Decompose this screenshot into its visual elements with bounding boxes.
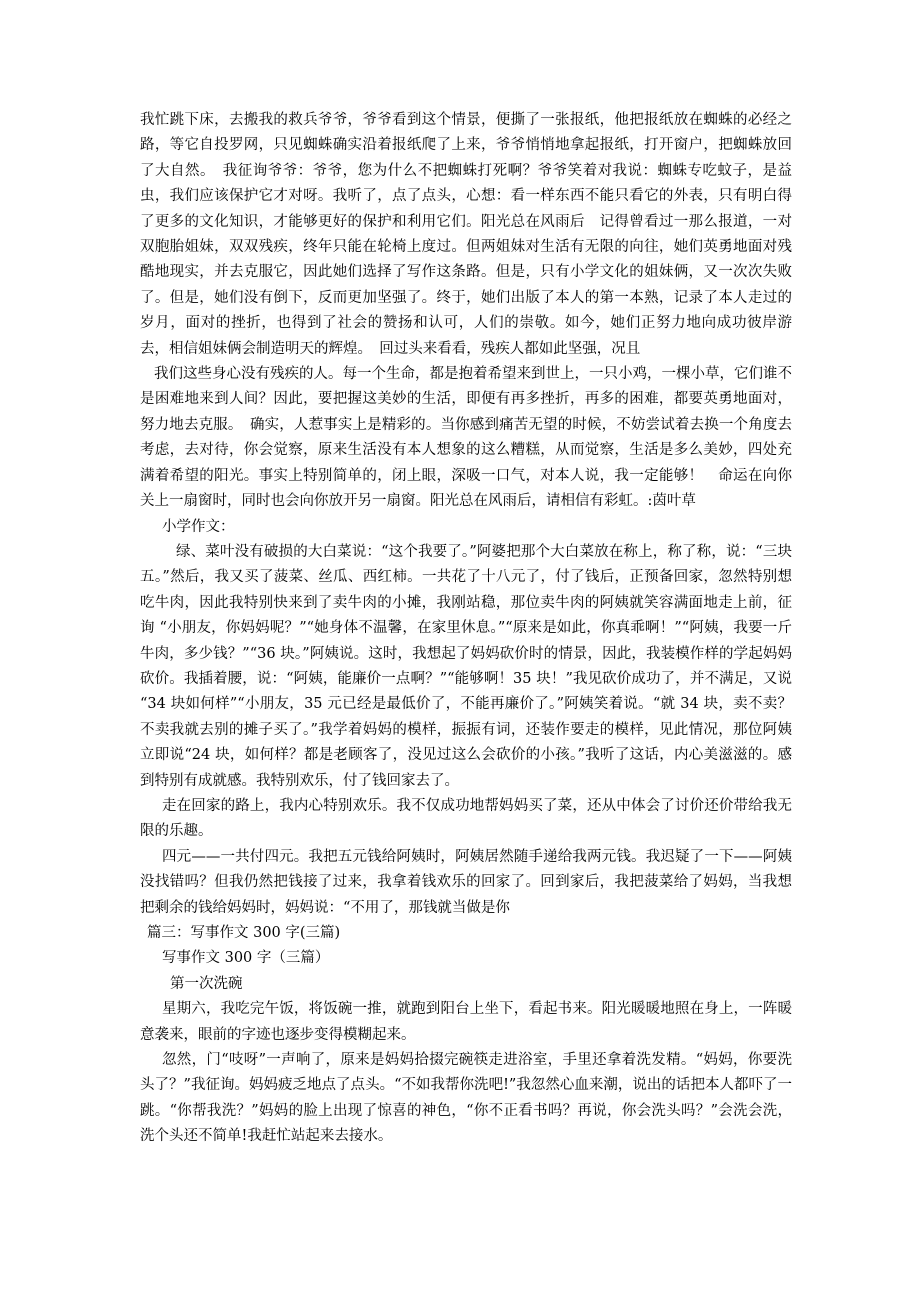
heading-part-three: 篇三：写事作文 300 字(三篇)	[147, 925, 341, 941]
paragraph-saturday: 星期六，我吃完午饭，将饭碗一推，就跑到阳台上坐下，看起书来。阳光暖暖地照在身上，一阵暖意袭来，眼前的字迹也逐步变得模糊起来。	[140, 1001, 792, 1043]
paragraph-spider-and-twins: 我忙跳下床，去搬我的救兵爷爷，爷爷看到这个情景，便撕了一张报纸，他把报纸放在蜘蛛的必经之路，等它自投罗网，只见蜘蛛确实沿着报纸爬了上来，爷爷悄悄地拿起报纸，打开窗户，把蜘蛛放回了大自然。 我征询爷爷：爷爷，您为什么不把蜘蛛打死啊？爷爷笑着对我说：蜘蛛专吃蚊子，是益虫，我们应该保护它才对呀。我听了，点了点头，心想：看一样东西不能只看它的外表，只有明白得了更多的文化知识，才能够更好的保护和利用它们。阳光总在风雨后 记得曾看过一那么报道，一对双胞胎姐妹，双双残疾，终年只能在轮椅上度过。但两姐妹对生活有无限的向往，她们英勇地面对残酷地现实，并去克服它，因此她们选择了写作这条路。但是，只有小学文化的姐妹俩，又一次次失败了。但是，她们没有倒下，反而更加坚强了。终于，她们出版了本人的第一本熟，记录了本人走过的岁月，面对的挫折，也得到了社会的赞扬和认可，人们的崇敬。如今，她们正努力地向成功彼岸游去，相信姐妹俩会制造明天的辉煌。 回过头来看看，残疾人都如此坚强，况且	[140, 112, 792, 357]
label-primary-school-essay: 小学作文：	[162, 518, 235, 535]
heading-essay-title: 写事作文 300 字（三篇）	[162, 950, 330, 967]
document-page	[140, 108, 792, 1150]
paragraph-rainbow: 我们这些身心没有残疾的人。每一个生命，都是抱着希望来到世上，一只小鸡，一棵小草，它们谁不是困难地来到人间？因此，要把握这美妙的生活，即便有再多挫折，再多的困难，都要英勇地面对，努力地去克服。 确实，人惹事实上是精彩的。当你感到痛苦无望的时候，不妨尝试着去换一个角度去考虑，去对待，你会觉察，原来生活没有本人想象的这么糟糕，从而觉察，生活是多么美妙，四处充满着希望的阳光。事实上特别简单的，闭上眼，深吸一口气，对本人说，我一定能够！ 命运在向你关上一扇窗时，同时也会向你放开另一扇窗。阳光总在风雨后，请相信有彩虹。:茵叶草	[140, 366, 792, 510]
paragraph-four-yuan: 四元——一共付四元。我把五元钱给阿姨时，阿姨居然随手递给我两元钱。我迟疑了一下——阿姨没找错吗？但我仍然把钱接了过来，我拿着钱欢乐的回家了。回到家后，我把菠菜给了妈妈，当我想把剩余的钱给妈妈时，妈妈说：“不用了，那钱就当做是你	[140, 848, 792, 916]
heading-first-dishwashing: 第一次洗碗	[170, 975, 243, 992]
paragraph-bargaining: 绿、菜叶没有破损的大白菜说：“这个我要了。”阿婆把那个大白菜放在称上，称了称，说：“三块五。”然后，我又买了菠菜、丝瓜、西红柿。一共花了十八元了，付了钱后，正预备回家，忽然特别想吃牛肉，因此我特别快来到了卖牛肉的小摊，我刚站稳，那位卖牛肉的阿姨就笑容满面地走上前，征询 “小朋友，你妈妈呢？”“她身体不温馨，在家里休息。”“原来是如此，你真乖啊！”“阿姨，我要一斤牛肉，多少钱？”“36 块。”阿姨说。这时，我想起了妈妈砍价时的情景，因此，我装模作样的学起妈妈砍价。我插着腰，说：“阿姨，能廉价一点啊？”“能够啊！35 块！”我见砍价成功了，并不满足，又说 “34 块如何样”“小朋友，35 元已经是最低价了，不能再廉价了。”阿姨笑着说。“就 34 块，卖不卖？不卖我就去别的摊子买了。”我学着妈妈的模样，振振有词，还装作要走的模样，见此情况，那位阿姨立即说“24 块，如何样？都是老顾客了，没见过这么会砍价的小孩。”我听了这话，内心美滋滋的。感到特别有成就感。我特别欢乐，付了钱回家去了。	[140, 543, 792, 789]
paragraph-walking-home: 走在回家的路上，我内心特别欢乐。我不仅成功地帮妈妈买了菜，还从中体会了讨价还价带给我无限的乐趣。	[140, 797, 792, 840]
paragraph-washing-hair: 忽然，门“吱呀”一声响了，原来是妈妈拾掇完碗筷走进浴室，手里还拿着洗发精。“妈妈，你要洗头了？”我征询。妈妈疲乏地点了点头。“不如我帮你洗吧!”我忽然心血来潮，说出的话把本人都吓了一跳。“你帮我洗？”妈妈的脸上出现了惊喜的神色，“你不正看书吗？再说，你会洗头吗？”会洗会洗，洗个头还不简单!我赶忙站起来去接水。	[140, 1052, 792, 1145]
